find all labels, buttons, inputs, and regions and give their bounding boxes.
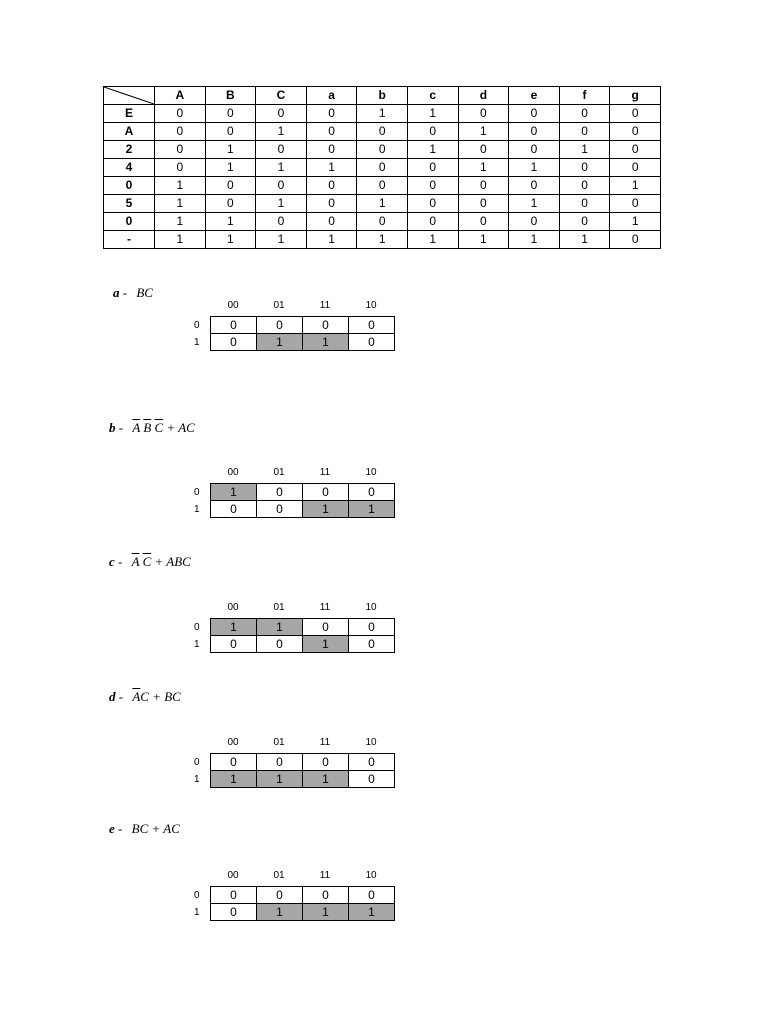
table-cell: 0 (407, 213, 458, 231)
row-label: E (104, 105, 155, 123)
kmap-cell: 0 (303, 484, 349, 501)
table-cell: 0 (155, 141, 206, 159)
expression-term: BC + AC (131, 821, 180, 836)
column-header: f (559, 87, 610, 105)
karnaugh-map (190, 737, 400, 793)
kmap-separator: - (114, 554, 126, 569)
table-cell: 1 (357, 195, 408, 213)
kmap-cell: 1 (303, 904, 349, 921)
kmap-column-label: 00 (227, 467, 239, 478)
kmap-column-label: 10 (365, 467, 377, 478)
table-cell: 0 (407, 177, 458, 195)
table-cell: 0 (205, 177, 256, 195)
table-cell: 1 (205, 159, 256, 177)
kmap-cell: 1 (349, 501, 395, 518)
kmap-column-label: 00 (227, 300, 239, 311)
kmap-cell: 1 (257, 334, 303, 351)
table-cell: 0 (306, 195, 357, 213)
table-cell: 1 (155, 195, 206, 213)
table-cell: 1 (155, 213, 206, 231)
table-cell: 0 (155, 159, 206, 177)
table-cell: 1 (155, 177, 206, 195)
table-cell: 0 (357, 177, 408, 195)
table-cell: 0 (306, 177, 357, 195)
kmap-cell: 1 (303, 771, 349, 788)
kmap-column-label: 10 (365, 737, 377, 748)
kmap-cell: 0 (257, 501, 303, 518)
row-label: A (104, 123, 155, 141)
table-cell: 1 (155, 231, 206, 249)
column-header: e (509, 87, 560, 105)
kmap-row-label: 0 (194, 622, 200, 633)
table-cell: 0 (458, 213, 509, 231)
table-cell: 1 (509, 231, 560, 249)
kmap-cell: 0 (303, 317, 349, 334)
row-label: 2 (104, 141, 155, 159)
kmap-expression (132, 821, 180, 836)
table-cell: 1 (610, 213, 661, 231)
kmap-cell: 1 (211, 771, 257, 788)
table-row (104, 231, 661, 249)
kmap-column-label: 10 (365, 602, 377, 613)
kmap-row (211, 636, 395, 653)
kmap-column-labels (210, 300, 394, 312)
expression-term: $\overline{A}$ (132, 420, 141, 435)
kmap-label (109, 554, 191, 570)
kmap-cell: 0 (211, 334, 257, 351)
kmap-cell: 0 (349, 484, 395, 501)
table-cell: 0 (306, 105, 357, 123)
kmap-column-label: 00 (227, 737, 239, 748)
kmap-row-label: 1 (194, 774, 200, 785)
kmap-row (211, 887, 395, 904)
column-header: d (458, 87, 509, 105)
table-cell: 0 (509, 177, 560, 195)
table-row (104, 141, 661, 159)
table-cell: 0 (357, 141, 408, 159)
table-cell: 0 (256, 213, 307, 231)
kmap-column-label: 11 (319, 602, 331, 613)
kmap-tag: e (109, 821, 115, 836)
table-cell: 0 (610, 141, 661, 159)
table-cell: 0 (407, 123, 458, 141)
table-cell: 1 (306, 159, 357, 177)
kmap-cell: 0 (257, 754, 303, 771)
column-header: g (610, 87, 661, 105)
kmap-column-label: 01 (273, 300, 285, 311)
kmap-label (109, 821, 180, 837)
table-cell: 0 (407, 159, 458, 177)
table-cell: 0 (256, 141, 307, 159)
table-cell: 0 (559, 195, 610, 213)
kmap-cell: 1 (257, 619, 303, 636)
table-cell: 0 (610, 231, 661, 249)
kmap-row (211, 501, 395, 518)
table-cell: 0 (610, 123, 661, 141)
table-cell: 1 (458, 231, 509, 249)
kmap-column-label: 11 (319, 300, 331, 311)
table-cell: 1 (407, 105, 458, 123)
table-cell: 0 (155, 105, 206, 123)
table-row (104, 159, 661, 177)
kmap-row-label: 0 (194, 320, 200, 331)
table-cell: 0 (306, 123, 357, 141)
table-cell: 0 (610, 105, 661, 123)
table-row (104, 123, 661, 141)
kmap-cell: 1 (257, 904, 303, 921)
truth-table-body (104, 105, 661, 249)
table-row (104, 213, 661, 231)
kmap-grid (210, 618, 395, 653)
kmap-grid (210, 753, 395, 788)
table-cell: 1 (205, 213, 256, 231)
kmap-label (113, 285, 153, 301)
corner-cell (104, 87, 155, 105)
table-cell: 0 (559, 105, 610, 123)
kmap-cell: 0 (257, 317, 303, 334)
kmap-row (211, 317, 395, 334)
row-label: - (104, 231, 155, 249)
kmap-row-label: 1 (194, 907, 200, 918)
truth-table-header-row (104, 87, 661, 105)
kmap-column-label: 01 (273, 737, 285, 748)
table-cell: 0 (559, 213, 610, 231)
kmap-cell: 0 (211, 887, 257, 904)
table-cell: 0 (610, 159, 661, 177)
kmap-row-label: 0 (194, 487, 200, 498)
diagonal-line-icon (104, 87, 154, 104)
kmap-cell: 1 (303, 636, 349, 653)
kmap-tag: a (113, 285, 120, 300)
kmap-cell: 1 (211, 484, 257, 501)
kmap-row-label: 0 (194, 757, 200, 768)
kmap-row (211, 334, 395, 351)
karnaugh-map (190, 300, 400, 356)
row-label: 5 (104, 195, 155, 213)
kmap-row-label: 1 (194, 504, 200, 515)
kmap-grid (210, 483, 395, 518)
kmap-row-label: 1 (194, 337, 200, 348)
kmap-column-label: 01 (273, 602, 285, 613)
table-cell: 0 (458, 177, 509, 195)
expression-term: $\overline{C}$ (142, 554, 152, 569)
table-cell: 0 (306, 213, 357, 231)
table-cell: 0 (458, 105, 509, 123)
table-cell: 0 (205, 195, 256, 213)
kmap-tag: d (109, 689, 116, 704)
table-cell: 0 (509, 123, 560, 141)
kmap-separator: - (119, 285, 131, 300)
kmap-cell: 0 (257, 887, 303, 904)
kmap-row-label: 0 (194, 890, 200, 901)
column-header: A (155, 87, 206, 105)
kmap-label (109, 420, 195, 436)
table-cell: 0 (357, 159, 408, 177)
kmap-column-label: 01 (273, 870, 285, 881)
table-cell: 1 (306, 231, 357, 249)
table-cell: 0 (509, 105, 560, 123)
kmap-cell: 0 (349, 636, 395, 653)
kmap-cell: 1 (303, 334, 349, 351)
kmap-cell: 0 (257, 636, 303, 653)
kmap-cell: 0 (211, 501, 257, 518)
table-cell: 1 (357, 231, 408, 249)
kmap-separator: - (115, 689, 127, 704)
expression-term: $\overline{A}$ (132, 689, 141, 704)
table-cell: 1 (610, 177, 661, 195)
table-cell: 1 (256, 159, 307, 177)
table-row (104, 195, 661, 213)
row-label: 4 (104, 159, 155, 177)
kmap-column-label: 01 (273, 467, 285, 478)
kmap-column-labels (210, 602, 394, 614)
kmap-column-label: 11 (319, 870, 331, 881)
kmap-cell: 0 (211, 636, 257, 653)
expression-term: $\overline{A}$ (131, 554, 140, 569)
kmap-expression (136, 285, 153, 300)
table-cell: 0 (610, 195, 661, 213)
column-header: B (205, 87, 256, 105)
kmap-column-labels (210, 467, 394, 479)
kmap-column-label: 10 (365, 300, 377, 311)
table-cell: 0 (509, 213, 560, 231)
kmap-cell: 0 (211, 317, 257, 334)
table-cell: 1 (205, 231, 256, 249)
kmap-column-label: 00 (227, 870, 239, 881)
table-cell: 1 (256, 195, 307, 213)
table-cell: 0 (357, 123, 408, 141)
table-cell: 0 (458, 195, 509, 213)
table-cell: 1 (256, 123, 307, 141)
table-cell: 1 (256, 231, 307, 249)
kmap-cell: 0 (349, 317, 395, 334)
column-header: C (256, 87, 307, 105)
table-cell: 0 (155, 123, 206, 141)
kmap-cell: 0 (349, 754, 395, 771)
kmap-row (211, 484, 395, 501)
table-cell: 0 (559, 123, 610, 141)
table-row (104, 105, 661, 123)
kmap-cell: 0 (349, 771, 395, 788)
table-cell: 1 (407, 141, 458, 159)
table-cell: 0 (357, 213, 408, 231)
table-cell: 1 (559, 141, 610, 159)
karnaugh-map (190, 467, 400, 523)
table-cell: 0 (559, 159, 610, 177)
kmap-column-label: 00 (227, 602, 239, 613)
expression-term: BC (136, 285, 153, 300)
kmap-expression (132, 420, 195, 435)
kmap-row-label: 1 (194, 639, 200, 650)
kmap-cell: 1 (257, 771, 303, 788)
table-cell: 0 (306, 141, 357, 159)
table-cell: 1 (458, 159, 509, 177)
kmap-row (211, 754, 395, 771)
table-cell: 1 (458, 123, 509, 141)
kmap-cell: 0 (303, 754, 349, 771)
kmap-expression (132, 689, 181, 704)
expression-term: $\overline{C}$ (154, 420, 164, 435)
kmap-tag: c (109, 554, 115, 569)
row-label: 0 (104, 177, 155, 195)
kmap-column-label: 10 (365, 870, 377, 881)
kmap-column-labels (210, 737, 394, 749)
kmap-grid (210, 886, 395, 921)
kmap-expression (132, 554, 191, 569)
kmap-cell: 1 (211, 619, 257, 636)
kmap-row (211, 771, 395, 788)
kmap-column-label: 11 (319, 737, 331, 748)
column-header: b (357, 87, 408, 105)
expression-term: + ABC (151, 554, 191, 569)
kmap-cell: 0 (303, 887, 349, 904)
kmap-column-label: 11 (319, 467, 331, 478)
table-cell: 0 (256, 105, 307, 123)
table-cell: 0 (256, 177, 307, 195)
kmap-tag: b (109, 420, 116, 435)
karnaugh-map (190, 602, 400, 658)
kmap-cell: 0 (257, 484, 303, 501)
row-label: 0 (104, 213, 155, 231)
truth-table (103, 86, 661, 249)
table-cell: 1 (357, 105, 408, 123)
table-cell: 0 (407, 195, 458, 213)
kmap-column-labels (210, 870, 394, 882)
kmap-separator: - (114, 821, 126, 836)
kmap-cell: 0 (211, 904, 257, 921)
expression-term: + AC (163, 420, 195, 435)
kmap-cell: 0 (349, 619, 395, 636)
table-row (104, 177, 661, 195)
kmap-cell: 1 (349, 904, 395, 921)
column-header: a (306, 87, 357, 105)
kmap-row (211, 619, 395, 636)
kmap-separator: - (115, 420, 127, 435)
kmap-row (211, 904, 395, 921)
table-cell: 1 (509, 159, 560, 177)
table-cell: 1 (559, 231, 610, 249)
table-cell: 0 (205, 123, 256, 141)
kmap-cell: 0 (349, 334, 395, 351)
kmap-grid (210, 316, 395, 351)
expression-term: C + BC (140, 689, 181, 704)
table-cell: 0 (458, 141, 509, 159)
table-cell: 0 (509, 141, 560, 159)
column-header: c (407, 87, 458, 105)
kmap-cell: 0 (211, 754, 257, 771)
table-cell: 0 (559, 177, 610, 195)
kmap-label (109, 689, 181, 705)
karnaugh-map (190, 870, 400, 926)
table-cell: 1 (205, 141, 256, 159)
table-cell: 1 (407, 231, 458, 249)
table-cell: 1 (509, 195, 560, 213)
table-cell: 0 (205, 105, 256, 123)
kmap-cell: 0 (349, 887, 395, 904)
kmap-cell: 1 (303, 501, 349, 518)
expression-term: $\overline{B}$ (143, 420, 152, 435)
kmap-cell: 0 (303, 619, 349, 636)
